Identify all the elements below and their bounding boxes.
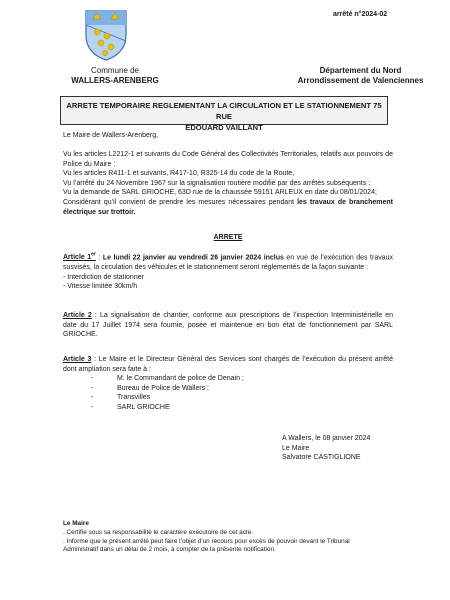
title-line-1: ARRETE TEMPORAIRE REGLEMENTANT LA CIRCULATION ET LE STATIONNEMENT 75 RUE — [66, 101, 382, 121]
visa-5 — [63, 198, 393, 217]
article-1-label: Article 1er — [63, 252, 96, 262]
footer-line-1: Le Maire — [63, 520, 89, 527]
list-item: - Bureau de Police de Wallers ; — [91, 384, 393, 394]
article-1-item-1: - Interdiction de stationner — [63, 273, 144, 281]
footer-line-2: . Certifie sous sa responsabilité le caractère exécutoire de cet acte. — [63, 528, 254, 536]
article-1: Article 1er : Le lundi 22 janvier au vendredi 26 janvier 2024 inclus en vue de l’exécution des travaux susvisés, la circulation des véhicules et le stationnement seront réglementés de la façon suivante : - Interdiction de stationner - Vitesse limitée 30km/h — [63, 252, 393, 291]
visas-block — [63, 150, 393, 217]
document-title — [60, 96, 388, 132]
signature-place-date: A Wallers, le 08 janvier 2024 — [282, 435, 371, 442]
commune-label: Commune de — [90, 66, 140, 75]
article-3 — [63, 355, 393, 413]
arrete-heading: ARRETE — [213, 234, 243, 241]
article-3-text: : Le Maire et le Directeur Général des Services sont chargés de l’exécution du présent arrêté dont ampliation sera faite à : — [63, 356, 394, 373]
coat-of-arms-icon — [83, 8, 129, 62]
visa-4: Vu la demande de SARL GRIOCHE, 63D rue de la chaussée 59151 ARLEUX en date du 08/01/2024; — [63, 189, 377, 197]
list-item: - M. le Commandant de police de Denain ; — [91, 374, 393, 384]
article-3-label: Article 3 — [63, 356, 92, 363]
recipient-list — [91, 374, 393, 412]
commune-name: WALLERS-ARENBERG — [71, 76, 159, 85]
list-item: - SARL GRIOCHE — [91, 403, 393, 413]
commune-block — [60, 66, 170, 86]
decree-reference: arrêté n°2024-02 — [333, 11, 388, 18]
list-item: - Transvilles — [91, 393, 393, 403]
signature-name: Salvatore CASTIGLIONE — [282, 454, 361, 462]
visa-5-works: les travaux de branchement électrique sur trottoir. — [63, 198, 394, 216]
mayor-intro: Le Maire de Wallers-Arenberg, — [63, 132, 159, 139]
arrondissement-line: Arrondissement de Valenciennes — [297, 76, 424, 85]
article-2-label: Article 2 — [63, 312, 92, 319]
footer-line-4: Administratif dans un délai de 2 mois, à compter de la présente notification. — [63, 546, 276, 554]
visa-5-text: Considérant qu’il convient de prendre les mesures nécessaires pendant — [63, 198, 298, 206]
article-2 — [63, 311, 393, 340]
article-2-text: : La signalisation de chantier, conforme aux prescriptions de l’inspection Interministérielle en date du 17 Juillet 1974 sera fournie, posée et maintenue en bon état de fonctionnement par SARL GRIOCHE. — [63, 312, 393, 339]
signature-block — [282, 434, 422, 463]
title-line-2: EDOUARD VAILLANT — [185, 123, 263, 132]
signature-role: Le Maire — [282, 444, 310, 452]
department-line: Département du Nord — [319, 66, 402, 75]
article-1-item-2: - Vitesse limitée 30km/h — [63, 283, 138, 291]
department-block — [283, 66, 438, 86]
article-1-text: en vue de l’exécution des travaux susvisés, la circulation des véhicules et le stationnement seront réglementés de la façon suivante : — [63, 254, 393, 271]
visa-1: Vu les articles L2212-1 et suivants du Code Général des Collectivités Territoriales, relatifs aux pouvoirs de Police du Maire ; — [63, 151, 393, 168]
visa-2: Vu les articles R411-1 et suivants, R417-10, R325-14 du code de la Route, — [63, 170, 295, 178]
footer-line-3: . Informe que le présent arrêté peut faire l’objet d’un recours pour excès de pouvoir devant le Tribunal — [63, 537, 350, 545]
visa-3: Vu l’arrêté du 24 Novembre 1967 sur la signalisation routière modifié par des arrêtés subséquents ; — [63, 179, 371, 187]
article-1-dates: Le lundi 22 janvier au vendredi 26 janvier 2024 inclus — [102, 254, 284, 262]
legal-footer — [63, 520, 403, 555]
